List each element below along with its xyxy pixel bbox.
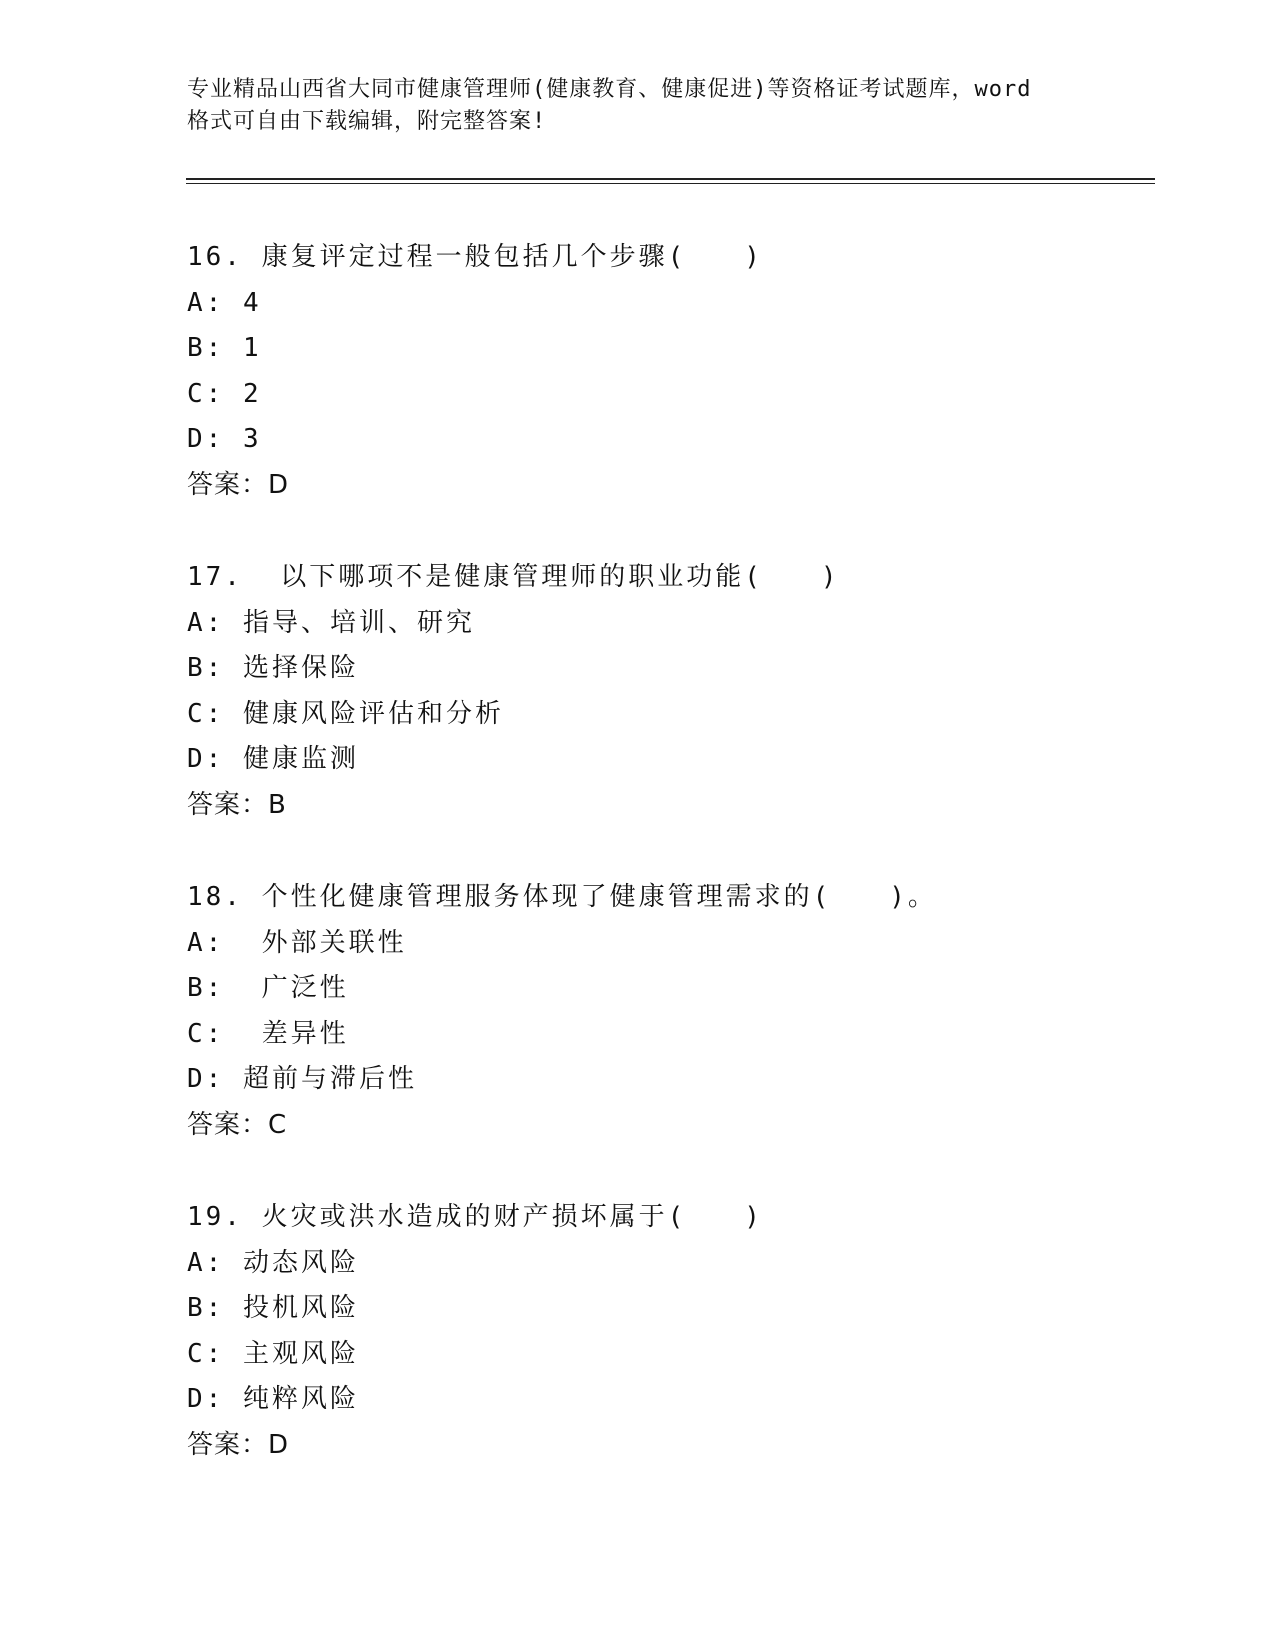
document-header	[187, 74, 1087, 138]
option-c: C: 健康风险评估和分析	[187, 698, 504, 729]
option-d: D: 超前与滞后性	[187, 1064, 417, 1094]
question-stem: 17. 以下哪项不是健康管理师的职业功能( )	[187, 562, 840, 592]
question-stem: 18. 个性化健康管理服务体现了健康管理需求的( )。	[187, 882, 937, 912]
answer-line: 答案：C	[187, 1109, 288, 1140]
option-a: A: 外部关联性	[187, 927, 407, 958]
header-divider-thick	[186, 178, 1155, 180]
option-c: C: 主观风险	[187, 1338, 359, 1369]
question-list	[187, 235, 1187, 1515]
option-a: A: 4	[187, 287, 262, 318]
option-b: B: 1	[187, 333, 262, 363]
option-d: D: 3	[187, 424, 262, 454]
question-18	[187, 875, 1187, 1195]
option-a: A: 动态风险	[187, 1247, 359, 1278]
header-divider-thin	[186, 183, 1155, 184]
question-17	[187, 555, 1187, 875]
option-d: D: 健康监测	[187, 744, 359, 774]
option-b: B: 投机风险	[187, 1293, 359, 1323]
header-line-1: 专业精品山西省大同市健康管理师(健康教育、健康促进)等资格证考试题库，word	[187, 77, 1032, 102]
answer-line: 答案：B	[187, 789, 287, 820]
question-stem: 16. 康复评定过程一般包括几个步骤( )	[187, 242, 763, 272]
header-line-2: 格式可自由下载编辑，附完整答案!	[187, 109, 547, 134]
answer-line: 答案：D	[187, 469, 290, 500]
question-16	[187, 235, 1187, 555]
option-d: D: 纯粹风险	[187, 1384, 359, 1414]
option-b: B: 广泛性	[187, 973, 349, 1003]
option-c: C: 2	[187, 378, 262, 409]
question-stem: 19. 火灾或洪水造成的财产损坏属于( )	[187, 1202, 763, 1232]
question-19	[187, 1195, 1187, 1515]
option-b: B: 选择保险	[187, 653, 359, 683]
option-a: A: 指导、培训、研究	[187, 607, 475, 638]
option-c: C: 差异性	[187, 1018, 349, 1049]
answer-line: 答案：D	[187, 1429, 290, 1460]
